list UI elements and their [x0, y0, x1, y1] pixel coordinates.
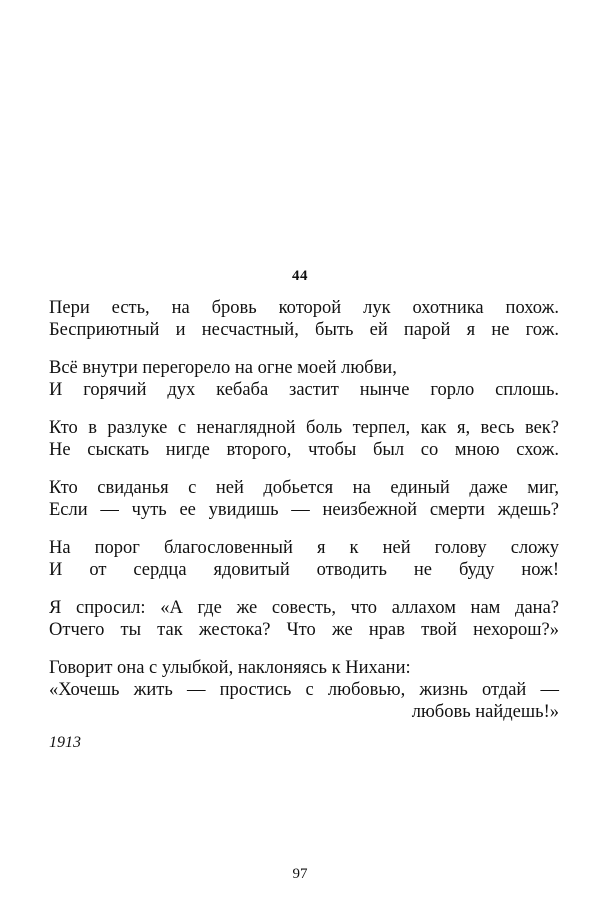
poem-line: Говорит она с улыбкой, наклоняясь к Нихани:	[49, 658, 411, 678]
poem-year: 1913	[49, 734, 81, 751]
stanza	[49, 597, 559, 641]
stanza	[49, 297, 559, 341]
poem-line: Если — чуть ее увидишь — неизбежной смерти ждешь?	[49, 500, 559, 520]
poem-line: Не сыскать нигде второго, чтобы был со мною схож.	[49, 440, 559, 460]
poem-line: На порог благословенный я к ней голову сложу	[49, 538, 559, 558]
poem-line-continuation: любовь найдешь!»	[411, 702, 559, 722]
poem-line: «Хочешь жить — простись с любовью, жизнь отдай —	[49, 680, 559, 700]
poem-line: И горячий дух кебаба застит нынче горло сплошь.	[49, 380, 559, 400]
poem-line: Я спросил: «А где же совесть, что аллахом нам дана?	[49, 598, 559, 618]
stanza	[49, 477, 559, 521]
poem-line: Всё внутри перегорело на огне моей любви,	[49, 358, 397, 378]
poem-line: Отчего ты так жестока? Что же нрав твой нехорош?»	[49, 620, 559, 640]
poem-line: И от сердца ядовитый отводить не буду нож!	[49, 560, 559, 580]
poem-line: Кто свиданья с ней добьется на единый даже миг,	[49, 478, 559, 498]
poem-line: Пери есть, на бровь которой лук охотника похож.	[49, 298, 559, 318]
page-number: 97	[292, 866, 308, 882]
poem-line: Бесприютный и несчастный, быть ей парой я не гож.	[49, 320, 559, 340]
stanza	[49, 417, 559, 461]
stanza	[49, 357, 559, 401]
poem-line: Кто в разлуке с ненаглядной боль терпел, как я, весь век?	[49, 418, 559, 438]
stanza	[49, 537, 559, 581]
stanza	[49, 657, 559, 723]
poem-number: 44	[292, 268, 308, 284]
poem-body	[49, 297, 559, 739]
